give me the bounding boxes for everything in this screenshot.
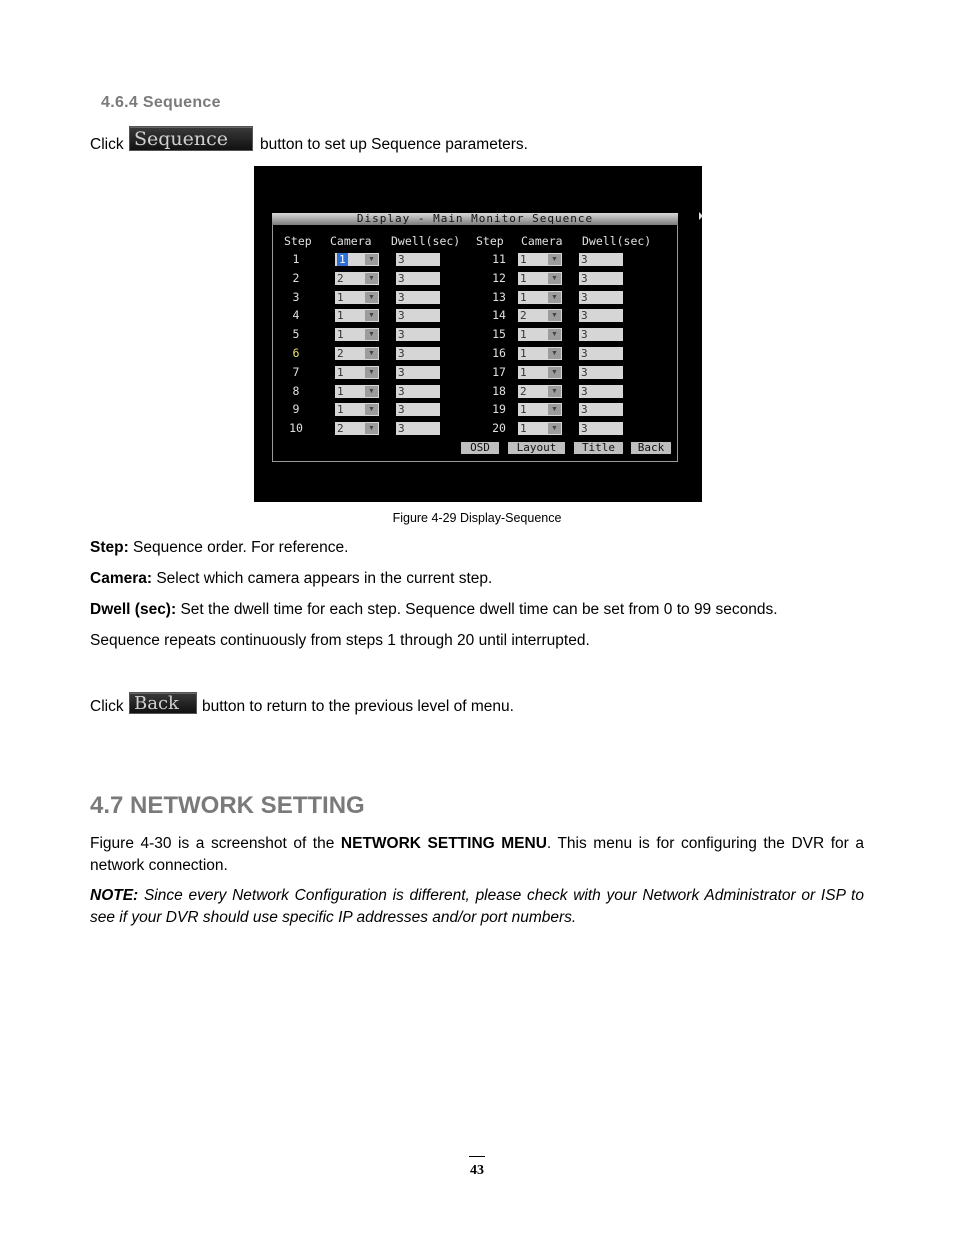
camera-select[interactable]: [518, 422, 562, 435]
camera-select[interactable]: [518, 366, 562, 379]
dwell-input[interactable]: 3: [579, 253, 623, 266]
intro-click: Click: [90, 136, 124, 153]
camera-value: 1: [337, 385, 344, 398]
network-para-before: Figure 4-30 is a screenshot of the: [90, 835, 341, 852]
header-camera-right: Camera: [521, 234, 563, 248]
definition-term: Dwell (sec):: [90, 601, 177, 618]
dwell-input[interactable]: 3: [396, 309, 440, 322]
dwell-input[interactable]: 3: [396, 328, 440, 341]
camera-value: 1: [520, 403, 527, 416]
definition-text: Sequence order. For reference.: [128, 539, 349, 556]
chevron-down-icon[interactable]: ▼: [548, 310, 561, 321]
dwell-input[interactable]: 3: [579, 328, 623, 341]
osd-button[interactable]: OSD: [461, 442, 499, 454]
chevron-down-icon[interactable]: ▼: [365, 367, 378, 378]
intro-line: [90, 136, 124, 154]
network-note: [90, 885, 864, 929]
chevron-down-icon[interactable]: ▼: [365, 273, 378, 284]
definition-term: Camera:: [90, 570, 153, 587]
page-number: 43: [470, 1163, 484, 1178]
dwell-input[interactable]: 3: [579, 422, 623, 435]
chevron-down-icon[interactable]: ▼: [365, 254, 378, 265]
definition-dwell: [90, 601, 778, 619]
camera-select[interactable]: [335, 291, 379, 304]
step-number: 7: [292, 365, 300, 379]
network-heading: 4.7 NETWORK SETTING: [90, 792, 365, 819]
camera-select[interactable]: [518, 272, 562, 285]
chevron-down-icon[interactable]: ▼: [548, 367, 561, 378]
step-number: 4: [292, 308, 300, 322]
camera-value: 1: [337, 328, 344, 341]
network-para-bold: NETWORK SETTING MENU: [340, 835, 547, 852]
step-number: 2: [292, 271, 300, 285]
step-number: 12: [492, 271, 506, 285]
step-number: 19: [492, 402, 506, 416]
dwell-input[interactable]: 3: [396, 422, 440, 435]
camera-value: 1: [520, 366, 527, 379]
chevron-down-icon[interactable]: ▼: [548, 386, 561, 397]
camera-select[interactable]: [335, 253, 379, 266]
dwell-input[interactable]: 3: [579, 347, 623, 360]
chevron-down-icon[interactable]: ▼: [548, 348, 561, 359]
step-number: 9: [292, 402, 300, 416]
camera-select[interactable]: [518, 253, 562, 266]
step-number: 13: [492, 290, 506, 304]
step-number: 15: [492, 327, 506, 341]
chevron-down-icon[interactable]: ▼: [548, 273, 561, 284]
definition-term: Step:: [90, 539, 129, 556]
section-number: 4.6.4: [101, 94, 139, 111]
repeat-note: Sequence repeats continuously from steps 1 through 20 until interrupted.: [90, 632, 590, 649]
dwell-input[interactable]: 3: [396, 291, 440, 304]
definition-text: Select which camera appears in the current step.: [152, 570, 493, 587]
step-number: 3: [292, 290, 300, 304]
dwell-input[interactable]: 3: [396, 272, 440, 285]
footer-rule: [469, 1156, 485, 1157]
header-camera-left: Camera: [330, 234, 372, 248]
camera-select[interactable]: [518, 385, 562, 398]
chevron-down-icon[interactable]: ▼: [365, 386, 378, 397]
camera-value: 1: [520, 272, 527, 285]
back-button-image: Back: [129, 692, 197, 714]
camera-select[interactable]: [518, 291, 562, 304]
header-dwell-right: Dwell(sec): [582, 234, 652, 248]
dwell-input[interactable]: 3: [579, 272, 623, 285]
step-number: 11: [492, 252, 506, 266]
dwell-input[interactable]: 3: [396, 366, 440, 379]
camera-value: 1: [520, 253, 527, 266]
arrow-right-icon: [699, 212, 703, 220]
camera-value: 1: [520, 422, 527, 435]
figure-caption: Figure 4-29 Display-Sequence: [392, 511, 562, 525]
step-number: 10: [289, 421, 303, 435]
camera-value: 2: [520, 385, 527, 398]
definition-step: [90, 539, 348, 557]
camera-value: 1: [337, 309, 344, 322]
title-button[interactable]: Title: [574, 442, 623, 454]
camera-select[interactable]: [335, 385, 379, 398]
camera-select[interactable]: [335, 347, 379, 360]
chevron-down-icon[interactable]: ▼: [365, 310, 378, 321]
step-number: 6: [292, 346, 300, 360]
back-line-click: Click: [90, 698, 124, 715]
dwell-input[interactable]: 3: [396, 385, 440, 398]
camera-select[interactable]: [335, 403, 379, 416]
dwell-input[interactable]: 3: [396, 347, 440, 360]
camera-value: 2: [337, 422, 344, 435]
dwell-input[interactable]: 3: [579, 309, 623, 322]
camera-select[interactable]: [335, 328, 379, 341]
header-step-right: Step: [476, 234, 504, 248]
camera-select[interactable]: [335, 422, 379, 435]
camera-select[interactable]: [335, 272, 379, 285]
camera-select[interactable]: [518, 347, 562, 360]
chevron-down-icon[interactable]: ▼: [365, 329, 378, 340]
header-dwell-left: Dwell(sec): [391, 234, 461, 248]
chevron-down-icon[interactable]: ▼: [365, 348, 378, 359]
camera-value: 1: [339, 253, 346, 266]
section-title: Sequence: [142, 94, 221, 111]
chevron-down-icon[interactable]: ▼: [548, 254, 561, 265]
camera-value: 1: [520, 328, 527, 341]
camera-value: 1: [337, 403, 344, 416]
intro-after: button to set up Sequence parameters.: [260, 136, 528, 153]
step-number: 18: [492, 384, 506, 398]
note-label: NOTE:: [90, 887, 139, 904]
camera-value: 1: [337, 291, 344, 304]
step-number: 1: [292, 252, 300, 266]
back-button[interactable]: Back: [631, 442, 671, 454]
menu-title-bar: Display - Main Monitor Sequence: [272, 213, 678, 225]
definition-camera: [90, 570, 492, 588]
chevron-down-icon[interactable]: ▼: [365, 423, 378, 434]
dwell-input[interactable]: 3: [396, 253, 440, 266]
chevron-down-icon[interactable]: ▼: [548, 404, 561, 415]
back-line-after: button to return to the previous level of menu.: [202, 698, 514, 715]
network-paragraph: [90, 833, 864, 877]
camera-select[interactable]: [518, 328, 562, 341]
header-step-left: Step: [284, 234, 312, 248]
camera-value: 1: [520, 291, 527, 304]
camera-value: 2: [337, 272, 344, 285]
step-number: 8: [292, 384, 300, 398]
sequence-button-image: Sequence: [129, 126, 253, 151]
network-para-after: . This menu is for configuring the DVR for a network connection.: [90, 835, 864, 874]
layout-button[interactable]: Layout: [508, 442, 565, 454]
step-number: 16: [492, 346, 506, 360]
definition-text: Set the dwell time for each step. Sequence dwell time can be set from 0 to 99 seconds.: [176, 601, 778, 618]
dwell-input[interactable]: 3: [579, 385, 623, 398]
chevron-down-icon[interactable]: ▼: [365, 292, 378, 303]
sequence-menu-screenshot: [254, 166, 702, 502]
camera-select[interactable]: [518, 309, 562, 322]
camera-value: 1: [520, 347, 527, 360]
chevron-down-icon[interactable]: ▼: [548, 423, 561, 434]
step-number: 17: [492, 365, 506, 379]
note-text: Since every Network Configuration is different, please check with your Network Administrator or ISP to see if your DVR should use specific IP addresses and/or port numbers.: [90, 887, 864, 926]
camera-value: 2: [520, 309, 527, 322]
dwell-input[interactable]: 3: [579, 366, 623, 379]
dwell-input[interactable]: 3: [396, 403, 440, 416]
step-number: 14: [492, 308, 506, 322]
camera-select[interactable]: [335, 309, 379, 322]
chevron-down-icon[interactable]: ▼: [548, 329, 561, 340]
chevron-down-icon[interactable]: ▼: [548, 292, 561, 303]
dwell-input[interactable]: 3: [579, 291, 623, 304]
section-heading: [101, 94, 221, 112]
camera-select[interactable]: [335, 366, 379, 379]
camera-select[interactable]: [518, 403, 562, 416]
chevron-down-icon[interactable]: ▼: [365, 404, 378, 415]
camera-value: 2: [337, 347, 344, 360]
step-number: 5: [292, 327, 300, 341]
camera-value: 1: [337, 366, 344, 379]
dwell-input[interactable]: 3: [579, 403, 623, 416]
step-number: 20: [492, 421, 506, 435]
